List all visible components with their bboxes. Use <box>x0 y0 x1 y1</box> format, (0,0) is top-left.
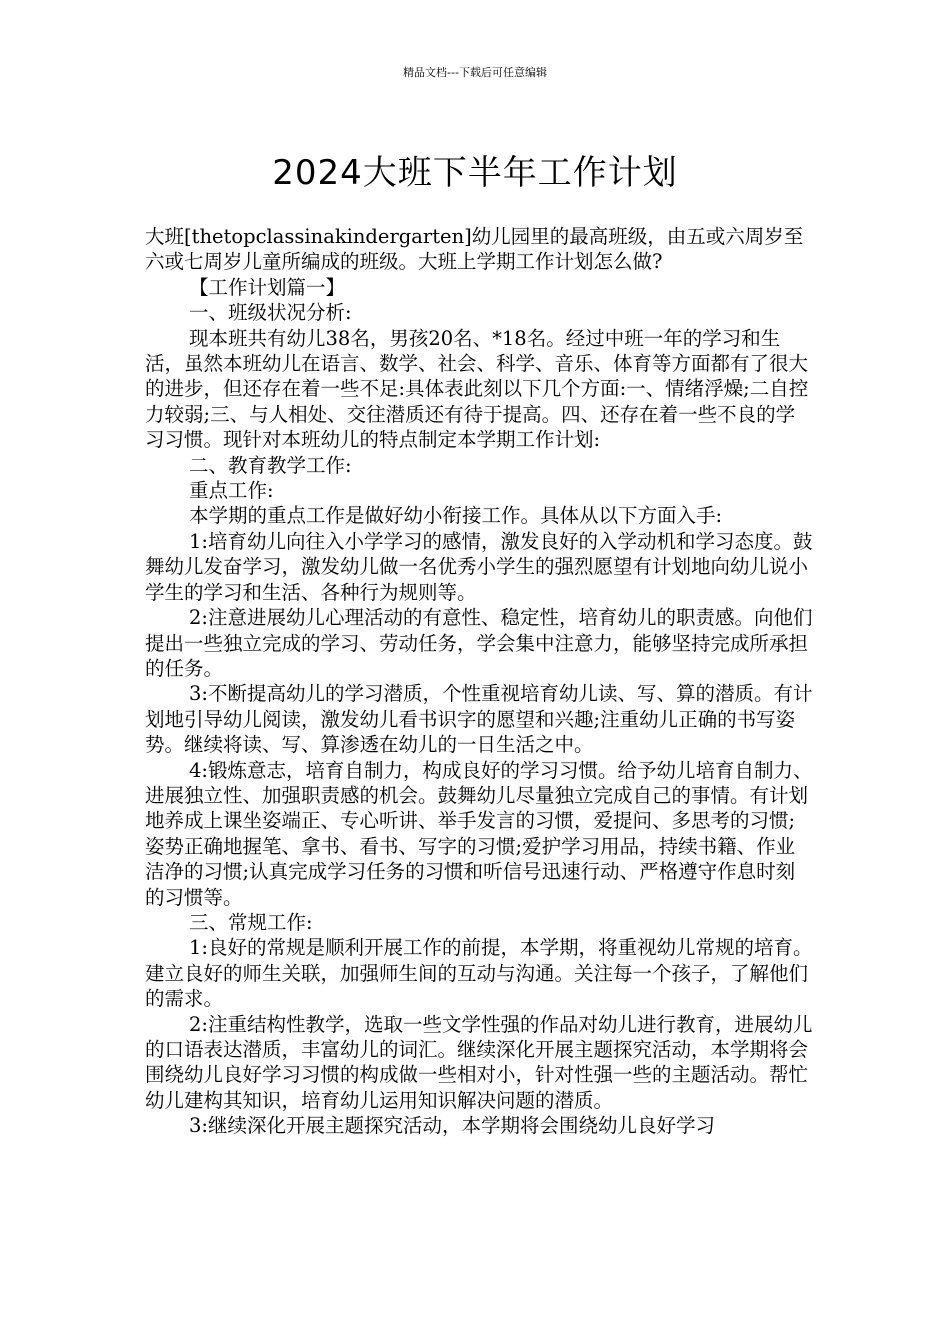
list-paragraph: 2:注意进展幼儿心理活动的有意性、稳定性，培育幼儿的职责感。向他们提出一些独立完成的学习、劳动任务，学会集中注意力，能够坚持完成所承担的任务。 <box>145 606 813 680</box>
list-paragraph: 3:继续深化开展主题探究活动，本学期将会围绕幼儿良好学习 <box>189 1114 715 1138</box>
intro-paragraph: 大班[thetopclassinakindergarten]幼儿园里的最高班级，由五或六周岁至六或七周岁儿童所编成的班级。大班上学期工作计划怎么做? <box>145 225 804 274</box>
list-paragraph: 1:培育幼儿向往入小学学习的感情，激发良好的入学动机和学习态度。鼓舞幼儿发奋学习，激发幼儿做一名优秀小学生的强烈愿望有计划地向幼儿说小学生的学习和生活、各种行为规则等。 <box>145 529 813 604</box>
list-paragraph: 4:锻炼意志，培育自制力，构成良好的学习习惯。给予幼儿培育自制力、进展独立性、加强职责感的机会。鼓舞幼儿尽量独立完成自己的事情。有计划地养成上课坐姿端正、专心听讲、举手发言的习惯，爱提问、多思考的习惯;姿势正确地握笔、拿书、看书、写字的习惯;爱护学习用品，持续书籍、作业洁净的习惯;认真完成学习任务的习惯和听信号迅速行动、严格遵守作息时刻的习惯等。 <box>145 758 813 909</box>
paragraph: 本学期的重点工作是做好幼小衔接工作。具体从以下方面入手: <box>189 504 723 528</box>
subsection-heading: 重点工作: <box>189 479 274 503</box>
section-heading: 三、常规工作: <box>189 910 313 934</box>
section-label: 【工作计划篇一】 <box>189 275 346 299</box>
page-header-note: 精品文档---下载后可任意编辑 <box>403 66 547 79</box>
list-paragraph: 3:不断提高幼儿的学习潜质，个性重视培育幼儿读、写、算的潜质。有计划地引导幼儿阅读，激发幼儿看书识字的愿望和兴趣;注重幼儿正确的书写姿势。继续将读、写、算渗透在幼儿的一日生活之中。 <box>145 682 813 757</box>
section-heading: 一、班级状况分析: <box>189 301 352 325</box>
list-paragraph: 2:注重结构性教学，选取一些文学性强的作品对幼儿进行教育，进展幼儿的口语表达潜质，丰富幼儿的词汇。继续深化开展主题探究活动，本学期将会围绕幼儿良好学习习惯的构成做一些相对小，针对性强一些的主题活动。帮忙幼儿建构其知识，培育幼儿运用知识解决问题的潜质。 <box>145 1012 813 1112</box>
list-paragraph: 1:良好的常规是顺利开展工作的前提，本学期，将重视幼儿常规的培育。建立良好的师生关联，加强师生间的互动与沟通。关注每一个孩子，了解他们的需求。 <box>145 936 813 1011</box>
document-body <box>145 224 813 1139</box>
section-heading: 二、教育教学工作: <box>189 453 352 477</box>
document-title: 2024大班下半年工作计划 <box>272 152 678 193</box>
paragraph: 现本班共有幼儿38名，男孩20名、*18名。经过中班一年的学习和生活，虽然本班幼儿在语言、数学、社会、科学、音乐、体育等方面都有了很大的进步，但还存在着一些不足:具体表此刻以下几个方面:一、情绪浮燥;二自控力较弱;三、与人相处、交往潜质还有待于提高。四、还存在着一些不良的学习习惯。现针对本班幼儿的特点制定本学期工作计划: <box>145 326 809 452</box>
